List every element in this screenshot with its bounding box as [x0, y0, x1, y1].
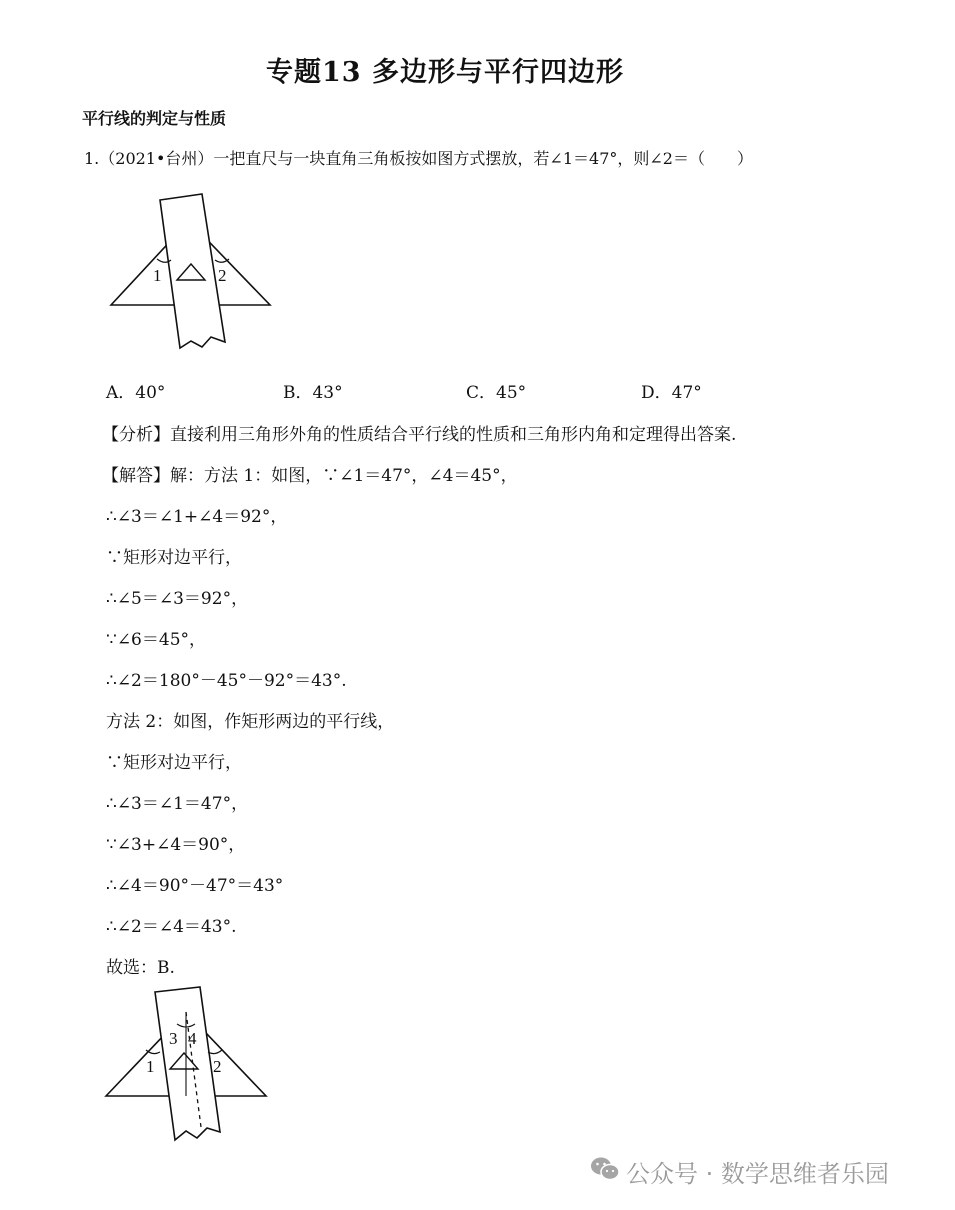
- wechat-icon: [590, 1156, 620, 1188]
- option-d[interactable]: D．47°: [641, 383, 702, 403]
- solution-line: 【解答】解：方法 1：如图，∵∠1＝47°，∠4＝45°，: [102, 466, 518, 486]
- solution-line: ∴∠5＝∠3＝92°，: [106, 589, 249, 609]
- option-c[interactable]: C．45°: [466, 383, 527, 403]
- solution-line: ∵矩形对边平行，: [106, 548, 242, 568]
- solution-line: 方法 2：如图，作矩形两边的平行线，: [106, 712, 395, 732]
- option-a[interactable]: A．40°: [106, 383, 166, 403]
- figure-ruler-triangle-1: [105, 190, 280, 360]
- solution-line: ∵∠3+∠4＝90°，: [106, 835, 246, 855]
- angle-label-3: 3: [169, 1029, 178, 1048]
- page-title: 专题13 多边形与平行四边形: [266, 57, 624, 88]
- question-text: 1.（2021•台州）一把直尺与一块直角三角板按如图方式摆放，若∠1＝47°，则∠2＝（ ）: [84, 149, 753, 168]
- solution-line: ∵矩形对边平行，: [106, 753, 242, 773]
- solution-line: ∴∠4＝90°－47°＝43°: [106, 876, 284, 896]
- section-heading: 平行线的判定与性质: [82, 109, 227, 128]
- angle-label-4: 4: [188, 1029, 197, 1048]
- angle-label-2: 2: [218, 266, 227, 285]
- analysis-line: 【分析】直接利用三角形外角的性质结合平行线的性质和三角形内角和定理得出答案.: [102, 425, 737, 445]
- solution-line: ∴∠3＝∠1+∠4＝92°，: [106, 507, 288, 527]
- solution-line: ∴∠2＝∠4＝43°.: [106, 917, 237, 937]
- option-b[interactable]: B．43°: [283, 383, 343, 403]
- solution-line: ∴∠3＝∠1＝47°，: [106, 794, 249, 814]
- angle-label-1: 1: [146, 1057, 155, 1076]
- solution-line: ∵∠6＝45°，: [106, 630, 207, 650]
- solution-line: ∴∠2＝180°－45°－92°＝43°.: [106, 671, 347, 691]
- answer-line: 故选：B.: [106, 958, 175, 978]
- watermark-text: 公众号 · 数学思维者乐园: [626, 1160, 889, 1188]
- watermark: [590, 1154, 889, 1189]
- angle-label-2: 2: [213, 1057, 222, 1076]
- figure-ruler-triangle-2: [103, 982, 273, 1147]
- angle-label-1: 1: [153, 266, 162, 285]
